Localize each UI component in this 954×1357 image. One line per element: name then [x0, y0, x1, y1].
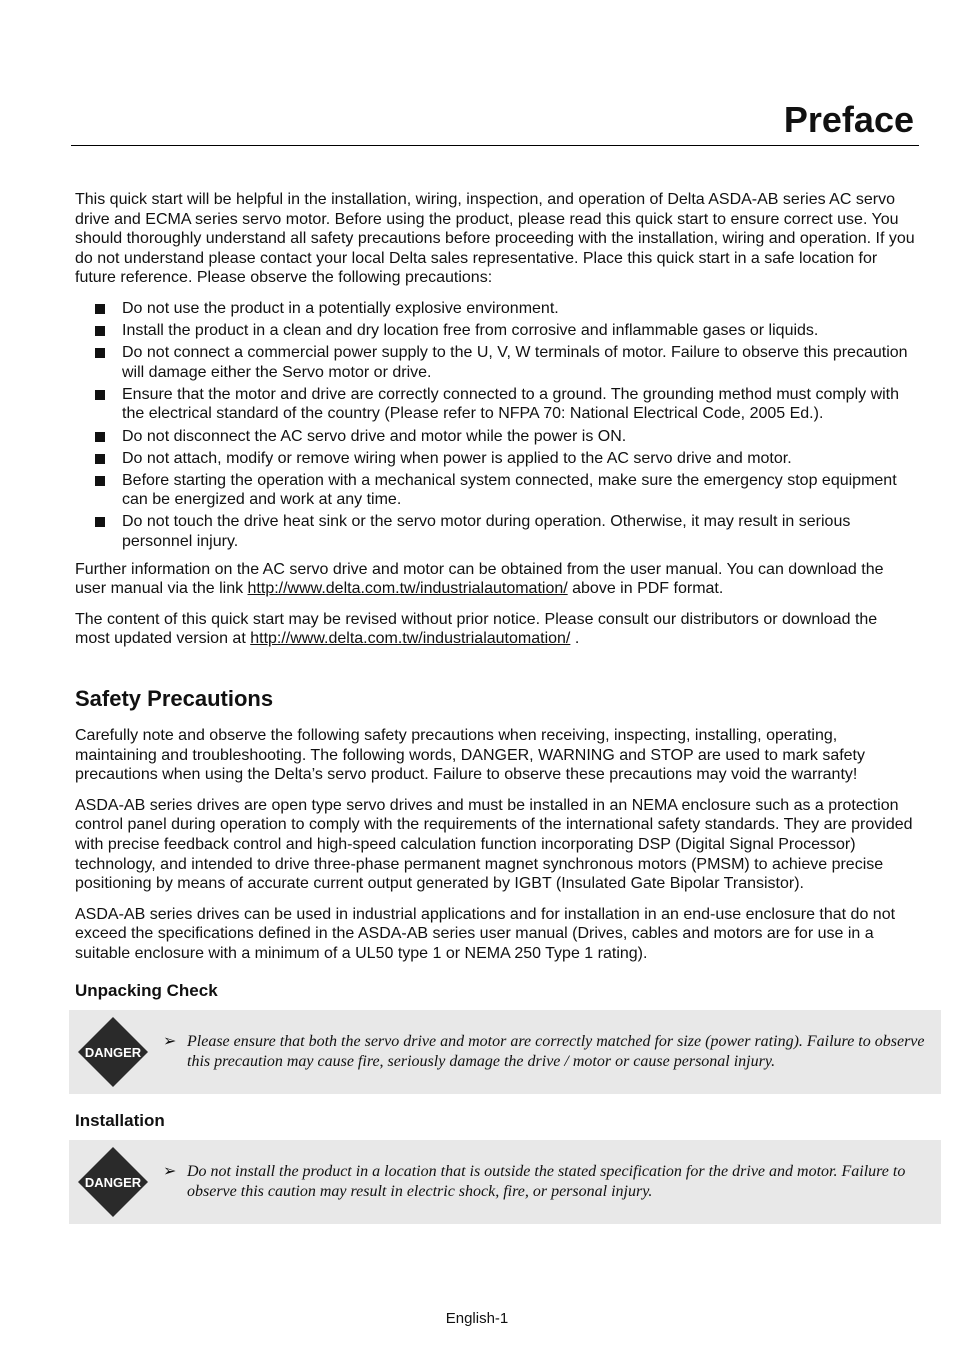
bullet-square-icon [95, 432, 105, 442]
installation-danger-text: ➢ Do not install the product in a location that is outside the stated specification for the drive and motor. Failure to observe this caution may result in electric shock, fire, or personal injury. [163, 1162, 906, 1200]
title-divider [71, 145, 919, 146]
updated-version-link[interactable]: http://www.delta.com.tw/industrialautomation/ [250, 630, 571, 648]
safety-heading: Safety Precautions [75, 685, 274, 711]
danger-sign-label: DANGER [84, 1174, 142, 1190]
manual-download-link[interactable]: http://www.delta.com.tw/industrialautomation/ [247, 580, 568, 598]
list-item: Before starting the operation with a mechanical system connected, make sure the emergency stop equipment can be energized and work at any time. [75, 471, 916, 510]
unpacking-heading: Unpacking Check [75, 980, 218, 1000]
page-number: English-1 [445, 1310, 509, 1327]
safety-paragraph: ASDA-AB series drives are open type servo drives and must be installed in an NEMA enclosure such as a protection control panel during operation to comply with the requirements of the international safety standards. They are provided with precise feedback control and high-speed calculation function incorporating DSP (Digital Signal Processor) technology, and intended to drive three-phase permanent magnet synchronous motors (PMSM) to achieve precise positioning by means of accurate current output generated by IGBT (Insulated Gate Bipolar Transistor). [75, 796, 913, 893]
unpacking-danger-text: ➢ Please ensure that both the servo drive and motor are correctly matched for size (power rating). Failure to observe this precaution may cause fire, seriously damage the drive / motor or cause personal injury. [163, 1032, 925, 1070]
bullet-square-icon [95, 326, 105, 336]
bullet-square-icon [95, 454, 105, 464]
bullet-square-icon [95, 517, 105, 527]
danger-sign-label: DANGER [84, 1044, 142, 1060]
unpacking-danger-box [69, 1010, 941, 1094]
bullet-square-icon [95, 304, 105, 314]
document-body [75, 190, 925, 1224]
revision-notice-paragraph: The content of this quick start may be revised without prior notice. Please consult our distributors or download the most updated version at http://www.delta.com.tw/industrialautomation/ . [75, 610, 878, 648]
list-item: Install the product in a clean and dry location free from corrosive and inflammable gases or liquids. [75, 321, 916, 341]
precautions-list [75, 299, 916, 552]
arrow-bullet-icon: ➢ [163, 1032, 177, 1050]
installation-heading: Installation [75, 1110, 165, 1130]
further-info-paragraph: Further information on the AC servo drive and motor can be obtained from the user manual. You can download the user manual via the link http://www.delta.com.tw/industrialautomation/ above in PDF format. [75, 560, 884, 598]
list-item: Do not connect a commercial power supply to the U, V, W terminals of motor. Failure to observe this precaution will damage either the Servo motor or drive. [75, 343, 916, 382]
danger-sign-icon [77, 1146, 149, 1218]
list-item: Ensure that the motor and drive are correctly connected to a ground. The grounding method must comply with the electrical standard of the country (Please refer to NFPA 70: National Electrical Code, 2005 Ed.). [75, 385, 916, 424]
safety-paragraph: ASDA-AB series drives can be used in industrial applications and for installation in an end-use enclosure that do not exceed the specifications defined in the ASDA-AB series user manual (Drives, cables and motors are for use in a suitable enclosure with a minimum of a UL50 type 1 or NEMA 250 Type 1 rating). [75, 905, 896, 962]
danger-sign-icon [77, 1016, 149, 1088]
list-item: Do not use the product in a potentially explosive environment. [75, 299, 916, 319]
list-item: Do not attach, modify or remove wiring when power is applied to the AC servo drive and motor. [75, 449, 916, 469]
safety-paragraph: Carefully note and observe the following safety precautions when receiving, inspecting, installing, operating, maintaining and troubleshooting. The following words, DANGER, WARNING and STOP are used to mark safety precautions when using the Delta’s servo product. Failure to observe these precautions may void the warranty! [75, 726, 865, 784]
bullet-square-icon [95, 390, 105, 400]
intro-paragraph: This quick start will be helpful in the installation, wiring, inspection, and operation of Delta ASDA-AB series AC servo drive and ECMA series servo motor. Before using the product, please read this quick start to ensure correct use. You should thoroughly understand all safety precautions before proceeding with the installation, wiring and operation. If you do not understand please contact your local Delta sales representative. Place this quick start in a safe location for future reference. Please observe the following precautions: [75, 191, 915, 287]
arrow-bullet-icon: ➢ [163, 1162, 177, 1180]
installation-danger-box [69, 1140, 941, 1224]
list-item: Do not disconnect the AC servo drive and motor while the power is ON. [75, 427, 916, 447]
page-title: Preface [783, 99, 914, 140]
bullet-square-icon [95, 476, 105, 486]
list-item: Do not touch the drive heat sink or the servo motor during operation. Otherwise, it may result in serious personnel injury. [75, 512, 916, 551]
bullet-square-icon [95, 348, 105, 358]
